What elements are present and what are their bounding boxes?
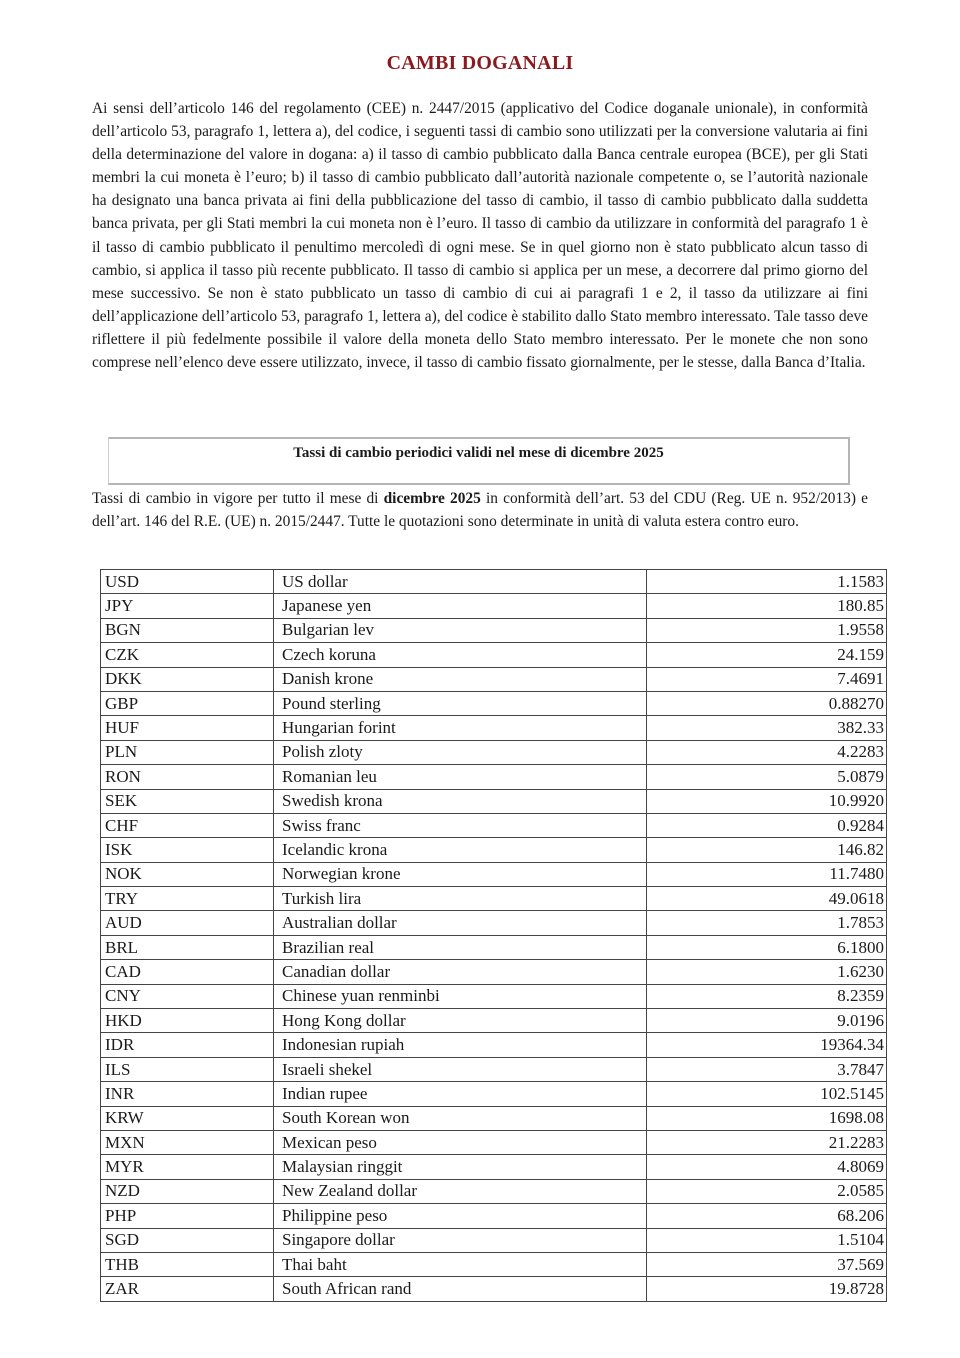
table-row (101, 1179, 887, 1203)
validity-prefix: Tassi di cambio in vigore per tutto il mese di (92, 490, 384, 507)
currency-code: USD (101, 570, 274, 594)
table-row (101, 570, 887, 594)
validity-suffix: in conformità dell’art. 53 del CDU (Reg. UE n. 952/2013) e dell’art. 146 del R.E. (UE) n. 2015/2447. Tutte le quotazioni sono determinate in unità di valuta estera contro euro. (92, 490, 868, 530)
table-row (101, 984, 887, 1008)
table-row (101, 1228, 887, 1252)
currency-name: Danish krone (274, 667, 647, 691)
currency-name: Philippine peso (274, 1204, 647, 1228)
exchange-rate: 1.5104 (647, 1228, 887, 1252)
validity-month: dicembre 2025 (383, 490, 481, 507)
exchange-rate: 1.9558 (647, 618, 887, 642)
currency-name: Swiss franc (274, 813, 647, 837)
currency-code: TRY (101, 887, 274, 911)
currency-name: South African rand (274, 1277, 647, 1301)
currency-name: Bulgarian lev (274, 618, 647, 642)
currency-code: NZD (101, 1179, 274, 1203)
currency-name: Japanese yen (274, 594, 647, 618)
currency-name: Chinese yuan renminbi (274, 984, 647, 1008)
currency-name: Australian dollar (274, 911, 647, 935)
table-row (101, 960, 887, 984)
currency-name: Brazilian real (274, 935, 647, 959)
exchange-rate: 10.9920 (647, 789, 887, 813)
table-row (101, 1009, 887, 1033)
currency-name: Pound sterling (274, 691, 647, 715)
table-row (101, 911, 887, 935)
currency-name: Indian rupee (274, 1082, 647, 1106)
table-row (101, 887, 887, 911)
exchange-rate: 180.85 (647, 594, 887, 618)
currency-code: THB (101, 1252, 274, 1276)
currency-code: GBP (101, 691, 274, 715)
currency-name: Norwegian krone (274, 862, 647, 886)
exchange-rate: 3.7847 (647, 1057, 887, 1081)
currency-code: HUF (101, 716, 274, 740)
currency-code: KRW (101, 1106, 274, 1130)
currency-name: Polish zloty (274, 740, 647, 764)
exchange-rate: 1698.08 (647, 1106, 887, 1130)
exchange-rate: 6.1800 (647, 935, 887, 959)
table-row (101, 594, 887, 618)
exchange-rate: 37.569 (647, 1252, 887, 1276)
table-row (101, 1106, 887, 1130)
currency-code: ZAR (101, 1277, 274, 1301)
table-row (101, 1057, 887, 1081)
table-row (101, 667, 887, 691)
exchange-rate: 5.0879 (647, 765, 887, 789)
exchange-rate: 102.5145 (647, 1082, 887, 1106)
table-row (101, 1130, 887, 1154)
table-row (101, 935, 887, 959)
table-row (101, 838, 887, 862)
currency-name: Mexican peso (274, 1130, 647, 1154)
exchange-rate: 19.8728 (647, 1277, 887, 1301)
exchange-rate: 382.33 (647, 716, 887, 740)
exchange-rate: 68.206 (647, 1204, 887, 1228)
exchange-rate: 4.8069 (647, 1155, 887, 1179)
exchange-rate: 1.1583 (647, 570, 887, 594)
currency-code: INR (101, 1082, 274, 1106)
page-title: CAMBI DOGANALI (386, 52, 574, 74)
exchange-rate: 2.0585 (647, 1179, 887, 1203)
currency-code: IDR (101, 1033, 274, 1057)
table-row (101, 813, 887, 837)
currency-name: Hungarian forint (274, 716, 647, 740)
currency-code: JPY (101, 594, 274, 618)
table-row (101, 862, 887, 886)
exchange-rate: 4.2283 (647, 740, 887, 764)
currency-code: BRL (101, 935, 274, 959)
table-row (101, 1155, 887, 1179)
table-row (101, 1082, 887, 1106)
exchange-rate: 19364.34 (647, 1033, 887, 1057)
exchange-rate: 1.7853 (647, 911, 887, 935)
exchange-rate: 0.88270 (647, 691, 887, 715)
currency-name: South Korean won (274, 1106, 647, 1130)
currency-code: ILS (101, 1057, 274, 1081)
exchange-rate: 21.2283 (647, 1130, 887, 1154)
currency-code: MYR (101, 1155, 274, 1179)
table-row (101, 643, 887, 667)
currency-code: HKD (101, 1009, 274, 1033)
currency-code: PLN (101, 740, 274, 764)
currency-code: CHF (101, 813, 274, 837)
table-row (101, 765, 887, 789)
table-row (101, 740, 887, 764)
intro-paragraph: Ai sensi dell’articolo 146 del regolamento (CEE) n. 2447/2015 (applicativo del Codice doganale unionale), in conformità dell’articolo 53, paragrafo 1, lettera a), del codice, i seguenti tassi di cambio sono utilizzati per la conversione valutaria ai fini della determinazione del valore in dogana: a) il tasso di cambio pubblicato dalla Banca centrale europea (BCE), per gli Stati membri la cui moneta è l’euro; b) il tasso di cambio pubblicato dall’autorità nazionale competente o, se l’autorità nazionale ha designato una banca privata ai fini della pubblicazione del tasso di cambio, il tasso di cambio pubblicato dalla suddetta banca privata, per gli Stati membri la cui moneta non è l’euro. Il tasso di cambio da utilizzare in conformità del paragrafo 1 è il tasso di cambio pubblicato il penultimo mercoledì di ogni mese. Se in quel giorno non è stato pubblicato alcun tasso di cambio, si applica il tasso più recente pubblicato. Il tasso di cambio si applica per un mese, a decorrere dal primo giorno del mese successivo. Se non è stato pubblicato un tasso di cambio di cui ai paragrafi 1 e 2, il tasso da utilizzare ai fini dell’applicazione dell’articolo 53, paragrafo 1, lettera a), del codice è stabilito dallo Stato membro interessato. Tale tasso deve riflettere il più fedelmente possibile il valore della moneta dello Stato membro interessato. Per le monete che non sono comprese nell’elenco deve essere utilizzato, invece, il tasso di cambio fissato giornalmente, per le stesse, dalla Banca d’Italia. (92, 100, 868, 372)
currency-code: NOK (101, 862, 274, 886)
currency-name: Icelandic krona (274, 838, 647, 862)
exchange-rate: 146.82 (647, 838, 887, 862)
table-row (101, 618, 887, 642)
currency-code: DKK (101, 667, 274, 691)
currency-name: Romanian leu (274, 765, 647, 789)
table-row (101, 691, 887, 715)
currency-code: AUD (101, 911, 274, 935)
currency-name: Canadian dollar (274, 960, 647, 984)
validity-paragraph (92, 487, 868, 533)
currency-name: Czech koruna (274, 643, 647, 667)
currency-name: Singapore dollar (274, 1228, 647, 1252)
table-row (101, 789, 887, 813)
currency-code: RON (101, 765, 274, 789)
currency-code: SGD (101, 1228, 274, 1252)
table-row (101, 1033, 887, 1057)
currency-name: Israeli shekel (274, 1057, 647, 1081)
currency-name: Thai baht (274, 1252, 647, 1276)
currency-code: PHP (101, 1204, 274, 1228)
exchange-rate: 1.6230 (647, 960, 887, 984)
exchange-rate: 9.0196 (647, 1009, 887, 1033)
table-row (101, 716, 887, 740)
currency-code: SEK (101, 789, 274, 813)
currency-code: CNY (101, 984, 274, 1008)
period-title-box (108, 437, 850, 485)
exchange-rate: 0.9284 (647, 813, 887, 837)
currency-name: Hong Kong dollar (274, 1009, 647, 1033)
table-row (101, 1277, 887, 1301)
currency-name: Malaysian ringgit (274, 1155, 647, 1179)
exchange-rate: 24.159 (647, 643, 887, 667)
exchange-rate: 49.0618 (647, 887, 887, 911)
period-title: Tassi di cambio periodici validi nel mese di dicembre 2025 (293, 445, 664, 461)
table-row (101, 1252, 887, 1276)
currency-code: CAD (101, 960, 274, 984)
currency-code: ISK (101, 838, 274, 862)
exchange-rate: 7.4691 (647, 667, 887, 691)
currency-code: MXN (101, 1130, 274, 1154)
currency-name: Indonesian rupiah (274, 1033, 647, 1057)
exchange-rates-table (100, 569, 887, 1302)
currency-name: US dollar (274, 570, 647, 594)
exchange-rate: 11.7480 (647, 862, 887, 886)
table-row (101, 1204, 887, 1228)
currency-name: Turkish lira (274, 887, 647, 911)
currency-name: Swedish krona (274, 789, 647, 813)
exchange-rate: 8.2359 (647, 984, 887, 1008)
exchange-rates-body (101, 570, 887, 1302)
currency-code: BGN (101, 618, 274, 642)
currency-name: New Zealand dollar (274, 1179, 647, 1203)
currency-code: CZK (101, 643, 274, 667)
